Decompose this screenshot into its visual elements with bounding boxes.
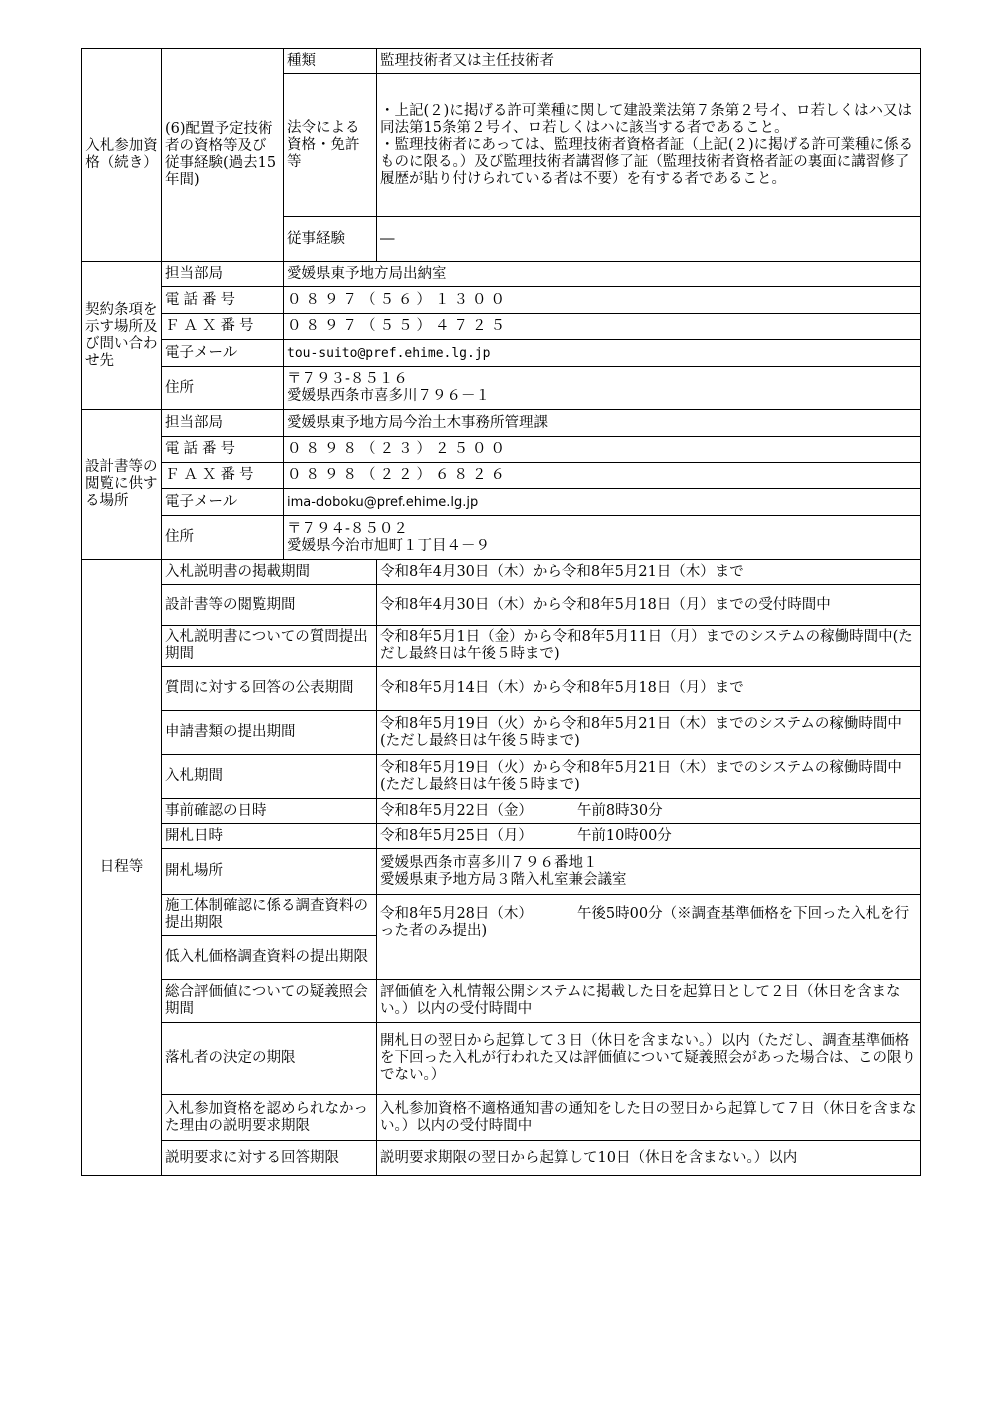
- place-line-1: 愛媛県西条市喜多川７９６番地１: [380, 854, 598, 871]
- design-address: 愛媛県今治市旭町１丁目４－９: [287, 537, 490, 554]
- experience-value: ―: [377, 217, 921, 262]
- schedule-row-value: 令和8年4月30日（木）から令和8年5月21日（木）まで: [377, 560, 921, 585]
- design-fax-label: ＦＡＸ番号: [162, 463, 284, 489]
- schedule-row-label: 申請書類の提出期間: [162, 711, 377, 755]
- answer-label: 説明要求に対する回答期限: [162, 1141, 377, 1176]
- law-text-1: ・上記(２)に掲げる許可業種に関して建設業法第７条第２号イ、ロ若しくはハ又は同法第15条第２号イ、ロ若しくはハに該当する者であること。: [380, 102, 913, 136]
- contract-fax-label: ＦＡＸ番号: [162, 314, 284, 340]
- law-label: 法令による資格・免許等: [284, 74, 377, 217]
- design-email-value: ima-doboku@pref.ehime.lg.jp: [284, 489, 921, 516]
- contract-email-label: 電子メール: [162, 340, 284, 367]
- design-dept-value: 愛媛県東予地方局今治土木事務所管理課: [284, 410, 921, 437]
- inquiry-value: 評価値を入札情報公開システムに掲載した日を起算日として２日（休日を含まない。）以内の受付時間中: [377, 980, 921, 1023]
- opening-label: 開札日時: [162, 824, 377, 849]
- experience-label: 従事経験: [284, 217, 377, 262]
- winner-label: 落札者の決定の期限: [162, 1023, 377, 1095]
- explain-value: 入札参加資格不適格通知書の通知をした日の翌日から起算して７日（休日を含まない。）以内の受付時間中: [377, 1095, 921, 1141]
- place-label: 開札場所: [162, 849, 377, 895]
- schedule-row-value: 令和8年5月19日（火）から令和8年5月21日（木）までのシステムの稼働時間中(ただし最終日は午後５時まで): [377, 711, 921, 755]
- design-dept-label: 担当部局: [162, 410, 284, 437]
- schedule-row-label: 入札説明書についての質問提出期間: [162, 626, 377, 667]
- place-line-2: 愛媛県東予地方局３階入札室兼会議室: [380, 871, 627, 888]
- type-label: 種類: [284, 49, 377, 74]
- precheck-label: 事前確認の日時: [162, 799, 377, 824]
- design-address-label: 住所: [162, 516, 284, 560]
- design-docs-section-label: 設計書等の閲覧に供する場所: [82, 410, 162, 560]
- opening-date: 令和8年5月25日（月）: [380, 827, 533, 844]
- design-fax-value: ０８９８（２２）６８２６: [284, 463, 921, 489]
- bid-info-table: [81, 48, 921, 1176]
- qualification-subsection-label: (6)配置予定技術者の資格等及び従事経験(過去15年間): [162, 49, 284, 262]
- opening-time: 午前10時00分: [576, 827, 672, 844]
- design-email-label: 電子メール: [162, 489, 284, 516]
- explain-label: 入札参加資格を認められなかった理由の説明要求期限: [162, 1095, 377, 1141]
- contract-dept-label: 担当部局: [162, 262, 284, 287]
- contract-address-value: [284, 367, 921, 410]
- design-address-value: [284, 516, 921, 560]
- survey-date: 令和8年5月28日（木）: [380, 905, 533, 922]
- contract-phone-label: 電話番号: [162, 287, 284, 314]
- contract-fax-value: ０８９７（５５）４７２５: [284, 314, 921, 340]
- survey-value: [377, 895, 921, 980]
- contract-postal: 〒７９３-８５１６: [287, 371, 408, 387]
- survey-label-1: 施工体制確認に係る調査資料の提出期限: [162, 895, 377, 936]
- precheck-value: [377, 799, 921, 824]
- schedule-row-label: 入札説明書の掲載期間: [162, 560, 377, 585]
- design-postal: 〒７９４-８５０２: [287, 520, 408, 537]
- schedule-row-value: 令和8年4月30日（木）から令和8年5月18日（月）までの受付時間中: [377, 585, 921, 626]
- contract-address-label: 住所: [162, 367, 284, 410]
- schedule-row-value: 令和8年5月19日（火）から令和8年5月21日（木）までのシステムの稼働時間中(ただし最終日は午後５時まで): [377, 755, 921, 799]
- design-phone-label: 電話番号: [162, 437, 284, 463]
- schedule-row-label: 入札期間: [162, 755, 377, 799]
- schedule-row-value: 令和8年5月14日（木）から令和8年5月18日（月）まで: [377, 667, 921, 711]
- design-phone-value: ０８９８（２３）２５００: [284, 437, 921, 463]
- contract-contact-section-label: 契約条項を示す場所及び問い合わせ先: [82, 262, 162, 410]
- law-value: [377, 74, 921, 217]
- contract-address: 愛媛県西条市喜多川７９６－１: [287, 388, 490, 404]
- type-value: 監理技術者又は主任技術者: [377, 49, 921, 74]
- winner-value: 開札日の翌日から起算して３日（休日を含まない。）以内（ただし、調査基準価格を下回った入札が行われた又は評価値について疑義照会があった場合は、この限りでない。）: [377, 1023, 921, 1095]
- survey-label-2: 低入札価格調査資料の提出期限: [162, 936, 377, 980]
- precheck-time: 午前8時30分: [576, 802, 663, 819]
- survey-rest: 午後5時00分（※調査基準価格を下回った入札を行った者のみ提出): [380, 905, 910, 939]
- opening-value: [377, 824, 921, 849]
- place-value: [377, 849, 921, 895]
- inquiry-label: 総合評価値についての疑義照会期間: [162, 980, 377, 1023]
- contract-email-value: tou-suito@pref.ehime.lg.jp: [284, 340, 921, 367]
- qualification-section-label: 入札参加資格（続き）: [82, 49, 162, 262]
- schedule-row-label: 質問に対する回答の公表期間: [162, 667, 377, 711]
- answer-value: 説明要求期限の翌日から起算して10日（休日を含まない。）以内: [377, 1141, 921, 1176]
- contract-phone-value: ０８９７（５６）１３００: [284, 287, 921, 314]
- precheck-date: 令和8年5月22日（金）: [380, 802, 533, 819]
- schedule-row-value: 令和8年5月1日（金）から令和8年5月11日（月）までのシステムの稼働時間中(ただし最終日は午後５時まで): [377, 626, 921, 667]
- schedule-row-label: 設計書等の閲覧期間: [162, 585, 377, 626]
- contract-dept-value: 愛媛県東予地方局出納室: [284, 262, 921, 287]
- schedule-section-label: 日程等: [82, 560, 162, 1176]
- law-text-2: ・監理技術者にあっては、監理技術者資格者証（上記(２)に掲げる許可業種に係るものに限る。）及び監理技術者講習修了証（監理技術者資格者証の裏面に講習修了履歴が貼り付けられている者は不要）を有する者であること。: [380, 136, 914, 187]
